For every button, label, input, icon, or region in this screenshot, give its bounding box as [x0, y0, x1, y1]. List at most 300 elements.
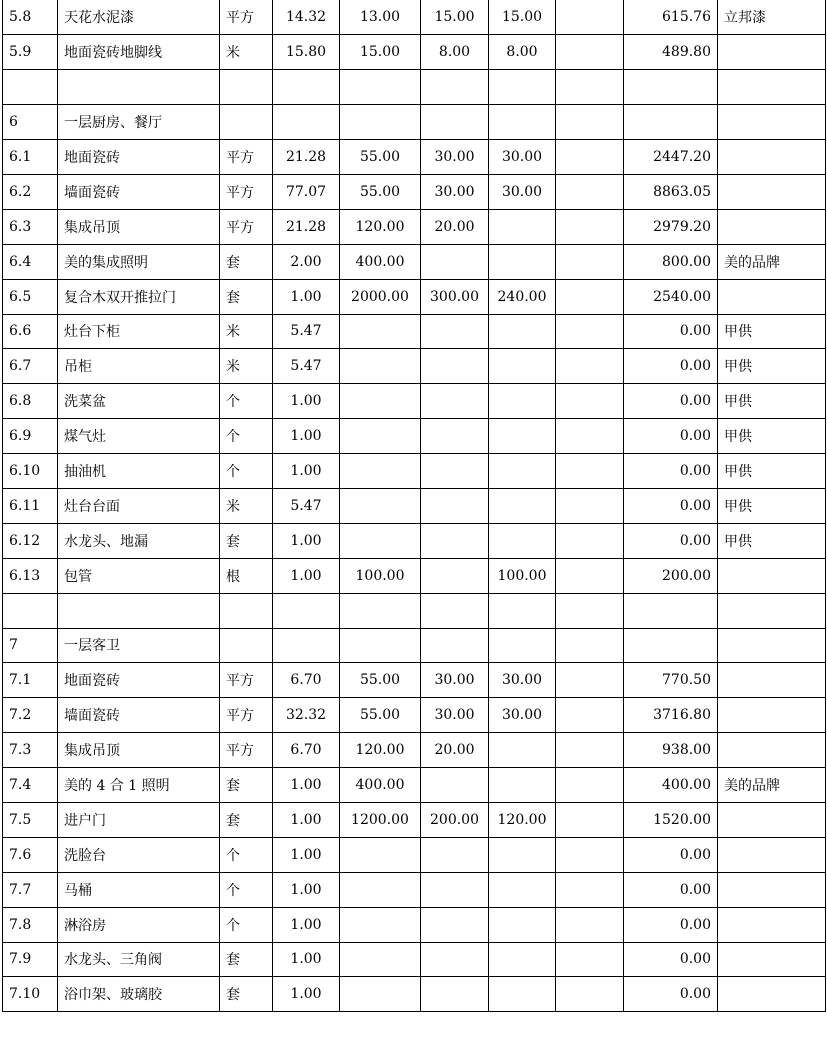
cell-total: 2540.00	[624, 279, 718, 314]
cell-remark: 立邦漆	[718, 0, 826, 35]
cell-material-price	[340, 593, 421, 628]
table-row	[3, 768, 826, 803]
cell-remark	[718, 942, 826, 977]
cell-quantity: 6.70	[273, 733, 340, 768]
table-row	[3, 488, 826, 523]
cell-labor-price: 30.00	[421, 140, 489, 175]
quotation-table	[2, 0, 826, 1012]
cell-total: 2447.20	[624, 140, 718, 175]
cell-remark: 甲供	[718, 488, 826, 523]
cell-extra	[556, 733, 624, 768]
cell-extra	[556, 558, 624, 593]
cell-extra	[556, 802, 624, 837]
cell-total: 0.00	[624, 907, 718, 942]
cell-total: 770.50	[624, 663, 718, 698]
cell-unit: 套	[220, 244, 273, 279]
cell-labor-price: 30.00	[421, 663, 489, 698]
table-row	[3, 105, 826, 140]
cell-index: 7.4	[3, 768, 58, 803]
cell-unit: 米	[220, 349, 273, 384]
cell-aux-price: 240.00	[489, 279, 556, 314]
cell-material-price: 55.00	[340, 174, 421, 209]
cell-material-price	[340, 384, 421, 419]
cell-total: 0.00	[624, 488, 718, 523]
cell-extra	[556, 105, 624, 140]
cell-aux-price: 30.00	[489, 174, 556, 209]
cell-extra	[556, 314, 624, 349]
cell-extra	[556, 593, 624, 628]
cell-total	[624, 105, 718, 140]
cell-remark	[718, 558, 826, 593]
cell-index: 7	[3, 628, 58, 663]
cell-aux-price	[489, 454, 556, 489]
table-row	[3, 872, 826, 907]
cell-index: 6.8	[3, 384, 58, 419]
cell-item-name: 包管	[58, 558, 220, 593]
cell-index: 6.12	[3, 523, 58, 558]
cell-labor-price: 200.00	[421, 802, 489, 837]
cell-unit: 平方	[220, 698, 273, 733]
cell-quantity: 1.00	[273, 523, 340, 558]
cell-aux-price: 30.00	[489, 698, 556, 733]
cell-quantity: 1.00	[273, 419, 340, 454]
cell-labor-price	[421, 488, 489, 523]
cell-total: 0.00	[624, 977, 718, 1012]
cell-quantity: 6.70	[273, 663, 340, 698]
cell-quantity: 1.00	[273, 802, 340, 837]
table-row	[3, 523, 826, 558]
cell-labor-price	[421, 593, 489, 628]
cell-labor-price	[421, 105, 489, 140]
cell-quantity: 1.00	[273, 384, 340, 419]
cell-extra	[556, 384, 624, 419]
cell-unit	[220, 593, 273, 628]
cell-material-price	[340, 628, 421, 663]
cell-unit: 个	[220, 384, 273, 419]
cell-material-price	[340, 523, 421, 558]
cell-index: 6.6	[3, 314, 58, 349]
cell-index: 7.9	[3, 942, 58, 977]
cell-quantity: 14.32	[273, 0, 340, 35]
cell-unit	[220, 70, 273, 105]
cell-total: 8863.05	[624, 174, 718, 209]
cell-extra	[556, 279, 624, 314]
cell-aux-price	[489, 837, 556, 872]
cell-index: 6.2	[3, 174, 58, 209]
cell-remark: 甲供	[718, 419, 826, 454]
cell-total: 0.00	[624, 523, 718, 558]
cell-index: 7.10	[3, 977, 58, 1012]
cell-remark: 甲供	[718, 384, 826, 419]
cell-material-price: 55.00	[340, 140, 421, 175]
cell-labor-price	[421, 558, 489, 593]
cell-unit: 套	[220, 802, 273, 837]
cell-item-name	[58, 593, 220, 628]
cell-extra	[556, 454, 624, 489]
cell-extra	[556, 977, 624, 1012]
cell-unit: 平方	[220, 174, 273, 209]
cell-quantity: 1.00	[273, 279, 340, 314]
table-row	[3, 174, 826, 209]
cell-item-name	[58, 70, 220, 105]
cell-remark	[718, 35, 826, 70]
cell-material-price	[340, 105, 421, 140]
cell-item-name: 集成吊顶	[58, 209, 220, 244]
table-row	[3, 279, 826, 314]
table-row	[3, 593, 826, 628]
table-row	[3, 419, 826, 454]
cell-extra	[556, 663, 624, 698]
cell-item-name: 一层客卫	[58, 628, 220, 663]
cell-aux-price	[489, 209, 556, 244]
cell-remark	[718, 837, 826, 872]
cell-labor-price	[421, 768, 489, 803]
cell-quantity: 2.00	[273, 244, 340, 279]
cell-item-name: 洗菜盆	[58, 384, 220, 419]
cell-aux-price	[489, 419, 556, 454]
cell-unit: 平方	[220, 140, 273, 175]
cell-unit: 平方	[220, 733, 273, 768]
cell-labor-price: 300.00	[421, 279, 489, 314]
cell-unit: 个	[220, 872, 273, 907]
cell-item-name: 灶台台面	[58, 488, 220, 523]
cell-total: 0.00	[624, 384, 718, 419]
cell-total: 0.00	[624, 942, 718, 977]
cell-extra	[556, 942, 624, 977]
cell-remark: 甲供	[718, 454, 826, 489]
cell-material-price: 2000.00	[340, 279, 421, 314]
table-row	[3, 907, 826, 942]
cell-unit: 米	[220, 488, 273, 523]
cell-labor-price	[421, 454, 489, 489]
cell-aux-price: 8.00	[489, 35, 556, 70]
cell-item-name: 复合木双开推拉门	[58, 279, 220, 314]
cell-material-price: 55.00	[340, 698, 421, 733]
table-row	[3, 628, 826, 663]
table-row	[3, 244, 826, 279]
cell-extra	[556, 244, 624, 279]
cell-index: 6.1	[3, 140, 58, 175]
cell-aux-price	[489, 872, 556, 907]
cell-index: 6.11	[3, 488, 58, 523]
cell-quantity: 21.28	[273, 209, 340, 244]
cell-labor-price	[421, 977, 489, 1012]
cell-quantity	[273, 70, 340, 105]
cell-aux-price	[489, 733, 556, 768]
table-row	[3, 35, 826, 70]
cell-remark	[718, 174, 826, 209]
cell-quantity: 1.00	[273, 907, 340, 942]
cell-unit: 根	[220, 558, 273, 593]
cell-remark	[718, 733, 826, 768]
cell-total: 0.00	[624, 454, 718, 489]
cell-item-name: 水龙头、三角阀	[58, 942, 220, 977]
cell-quantity: 32.32	[273, 698, 340, 733]
cell-aux-price: 100.00	[489, 558, 556, 593]
cell-unit	[220, 105, 273, 140]
cell-item-name: 水龙头、地漏	[58, 523, 220, 558]
cell-remark	[718, 802, 826, 837]
cell-labor-price	[421, 349, 489, 384]
cell-item-name: 抽油机	[58, 454, 220, 489]
cell-aux-price	[489, 768, 556, 803]
cell-aux-price: 30.00	[489, 140, 556, 175]
cell-quantity: 15.80	[273, 35, 340, 70]
cell-labor-price	[421, 384, 489, 419]
cell-item-name: 马桶	[58, 872, 220, 907]
cell-index: 6.3	[3, 209, 58, 244]
cell-material-price	[340, 977, 421, 1012]
cell-remark: 甲供	[718, 523, 826, 558]
cell-unit: 套	[220, 977, 273, 1012]
cell-unit	[220, 628, 273, 663]
table-row	[3, 977, 826, 1012]
cell-item-name: 美的集成照明	[58, 244, 220, 279]
cell-quantity: 1.00	[273, 837, 340, 872]
cell-remark	[718, 698, 826, 733]
table-row	[3, 349, 826, 384]
cell-extra	[556, 70, 624, 105]
table-row	[3, 837, 826, 872]
cell-remark	[718, 209, 826, 244]
cell-index: 7.2	[3, 698, 58, 733]
cell-unit: 平方	[220, 0, 273, 35]
cell-index: 6.10	[3, 454, 58, 489]
cell-quantity	[273, 105, 340, 140]
cell-quantity: 21.28	[273, 140, 340, 175]
table-row	[3, 733, 826, 768]
cell-item-name: 墙面瓷砖	[58, 698, 220, 733]
cell-total: 0.00	[624, 419, 718, 454]
cell-material-price: 15.00	[340, 35, 421, 70]
cell-unit: 米	[220, 35, 273, 70]
cell-remark: 美的品牌	[718, 244, 826, 279]
cell-extra	[556, 174, 624, 209]
cell-index: 6.13	[3, 558, 58, 593]
cell-index: 5.9	[3, 35, 58, 70]
cell-aux-price	[489, 628, 556, 663]
cell-labor-price	[421, 942, 489, 977]
cell-material-price	[340, 419, 421, 454]
cell-labor-price: 30.00	[421, 174, 489, 209]
cell-index: 6.9	[3, 419, 58, 454]
cell-extra	[556, 35, 624, 70]
cell-extra	[556, 523, 624, 558]
cell-item-name: 煤气灶	[58, 419, 220, 454]
cell-quantity: 77.07	[273, 174, 340, 209]
cell-unit: 个	[220, 837, 273, 872]
cell-extra	[556, 488, 624, 523]
cell-unit: 套	[220, 279, 273, 314]
table-row	[3, 698, 826, 733]
cell-total	[624, 593, 718, 628]
cell-unit: 套	[220, 523, 273, 558]
cell-quantity: 1.00	[273, 942, 340, 977]
cell-total: 0.00	[624, 837, 718, 872]
cell-remark: 甲供	[718, 314, 826, 349]
cell-material-price	[340, 349, 421, 384]
cell-extra	[556, 0, 624, 35]
cell-item-name: 地面瓷砖	[58, 663, 220, 698]
table-row	[3, 140, 826, 175]
cell-labor-price	[421, 628, 489, 663]
table-row	[3, 0, 826, 35]
cell-material-price	[340, 454, 421, 489]
cell-extra	[556, 419, 624, 454]
cell-extra	[556, 628, 624, 663]
cell-remark	[718, 663, 826, 698]
cell-labor-price	[421, 837, 489, 872]
cell-remark	[718, 70, 826, 105]
cell-material-price	[340, 314, 421, 349]
cell-material-price: 100.00	[340, 558, 421, 593]
cell-aux-price: 15.00	[489, 0, 556, 35]
cell-aux-price	[489, 105, 556, 140]
cell-total: 800.00	[624, 244, 718, 279]
cell-labor-price	[421, 523, 489, 558]
cell-item-name: 集成吊顶	[58, 733, 220, 768]
cell-total	[624, 628, 718, 663]
cell-item-name: 美的 4 合 1 照明	[58, 768, 220, 803]
table-row	[3, 942, 826, 977]
cell-aux-price	[489, 593, 556, 628]
cell-index: 5.8	[3, 0, 58, 35]
cell-material-price: 13.00	[340, 0, 421, 35]
cell-unit: 个	[220, 454, 273, 489]
cell-quantity: 1.00	[273, 977, 340, 1012]
cell-index: 7.7	[3, 872, 58, 907]
table-row	[3, 802, 826, 837]
cell-remark: 甲供	[718, 349, 826, 384]
cell-quantity: 1.00	[273, 558, 340, 593]
cell-quantity: 1.00	[273, 768, 340, 803]
cell-aux-price	[489, 488, 556, 523]
cell-aux-price	[489, 349, 556, 384]
cell-index: 7.3	[3, 733, 58, 768]
cell-remark	[718, 977, 826, 1012]
cell-unit: 套	[220, 768, 273, 803]
cell-item-name: 天花水泥漆	[58, 0, 220, 35]
cell-material-price: 120.00	[340, 733, 421, 768]
cell-total: 2979.20	[624, 209, 718, 244]
cell-remark: 美的品牌	[718, 768, 826, 803]
cell-index: 6	[3, 105, 58, 140]
cell-unit: 平方	[220, 209, 273, 244]
cell-item-name: 灶台下柜	[58, 314, 220, 349]
cell-labor-price: 20.00	[421, 733, 489, 768]
cell-material-price: 120.00	[340, 209, 421, 244]
cell-remark	[718, 140, 826, 175]
cell-unit: 个	[220, 907, 273, 942]
cell-extra	[556, 698, 624, 733]
cell-item-name: 洗脸台	[58, 837, 220, 872]
cell-material-price	[340, 837, 421, 872]
cell-extra	[556, 907, 624, 942]
table-row	[3, 70, 826, 105]
cell-remark	[718, 105, 826, 140]
cell-labor-price	[421, 314, 489, 349]
cell-quantity	[273, 628, 340, 663]
cell-material-price	[340, 872, 421, 907]
cell-unit: 套	[220, 942, 273, 977]
cell-aux-price: 30.00	[489, 663, 556, 698]
cell-item-name: 浴巾架、玻璃胶	[58, 977, 220, 1012]
cell-labor-price: 8.00	[421, 35, 489, 70]
cell-index	[3, 593, 58, 628]
cell-quantity	[273, 593, 340, 628]
cell-remark	[718, 628, 826, 663]
cell-aux-price	[489, 70, 556, 105]
cell-material-price	[340, 70, 421, 105]
cell-remark	[718, 593, 826, 628]
cell-labor-price	[421, 419, 489, 454]
cell-material-price: 400.00	[340, 768, 421, 803]
cell-unit: 个	[220, 419, 273, 454]
table-body	[3, 0, 826, 1012]
cell-item-name: 地面瓷砖	[58, 140, 220, 175]
cell-labor-price: 15.00	[421, 0, 489, 35]
cell-material-price: 400.00	[340, 244, 421, 279]
cell-unit: 米	[220, 314, 273, 349]
table-row	[3, 663, 826, 698]
cell-item-name: 淋浴房	[58, 907, 220, 942]
cell-total	[624, 70, 718, 105]
cell-unit: 平方	[220, 663, 273, 698]
cell-total: 3716.80	[624, 698, 718, 733]
cell-material-price: 1200.00	[340, 802, 421, 837]
cell-extra	[556, 837, 624, 872]
cell-quantity: 5.47	[273, 349, 340, 384]
cell-index: 7.5	[3, 802, 58, 837]
table-row	[3, 384, 826, 419]
cell-total: 0.00	[624, 872, 718, 907]
cell-total: 938.00	[624, 733, 718, 768]
cell-index	[3, 70, 58, 105]
cell-extra	[556, 209, 624, 244]
cell-material-price	[340, 942, 421, 977]
cell-aux-price	[489, 907, 556, 942]
cell-extra	[556, 349, 624, 384]
cell-total: 400.00	[624, 768, 718, 803]
cell-extra	[556, 872, 624, 907]
table-row	[3, 454, 826, 489]
cell-aux-price	[489, 977, 556, 1012]
cell-remark	[718, 907, 826, 942]
cell-labor-price	[421, 244, 489, 279]
cell-extra	[556, 140, 624, 175]
cell-index: 6.7	[3, 349, 58, 384]
cell-index: 6.4	[3, 244, 58, 279]
cell-remark	[718, 872, 826, 907]
cell-index: 7.8	[3, 907, 58, 942]
cell-remark	[718, 279, 826, 314]
cell-index: 6.5	[3, 279, 58, 314]
table-row	[3, 209, 826, 244]
cell-aux-price	[489, 523, 556, 558]
cell-material-price: 55.00	[340, 663, 421, 698]
cell-aux-price	[489, 314, 556, 349]
table-row	[3, 314, 826, 349]
cell-quantity: 1.00	[273, 454, 340, 489]
cell-aux-price: 120.00	[489, 802, 556, 837]
cell-aux-price	[489, 244, 556, 279]
cell-total: 1520.00	[624, 802, 718, 837]
cell-labor-price	[421, 907, 489, 942]
cell-total: 0.00	[624, 349, 718, 384]
cell-labor-price: 30.00	[421, 698, 489, 733]
cell-total: 615.76	[624, 0, 718, 35]
cell-aux-price	[489, 384, 556, 419]
